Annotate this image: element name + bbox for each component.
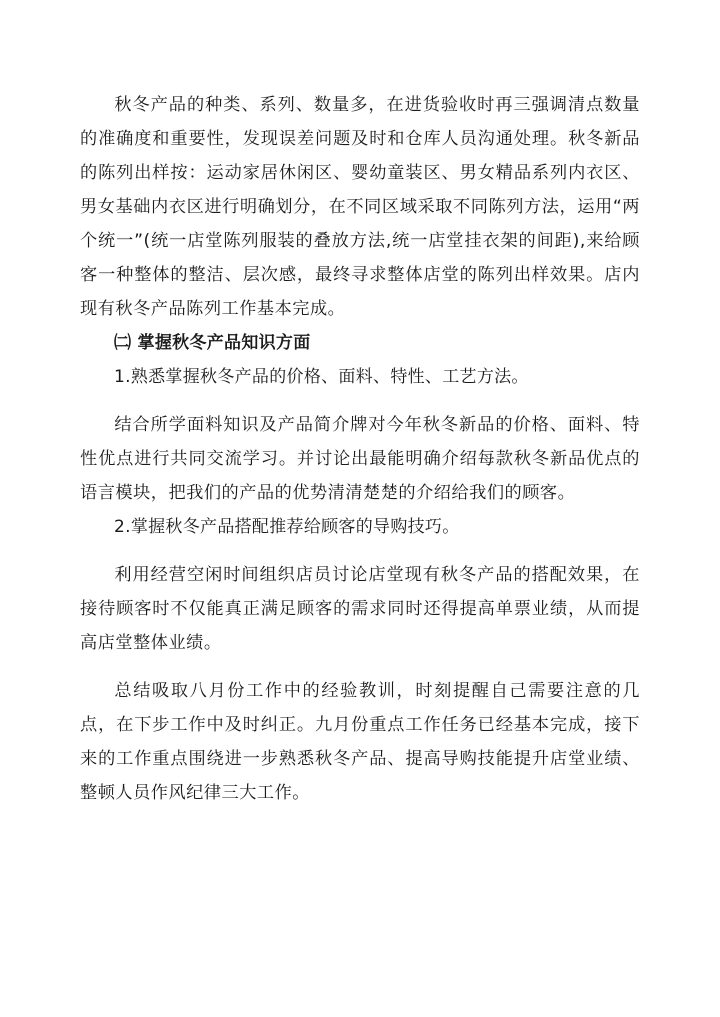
paragraph-display-work: 秋冬产品的种类、系列、数量多，在进货验收时再三强调清点数量的准确度和重要性，发现误差问题及时和仓库人员沟通处理。秋冬新品的陈列出样按：运动家居休闲区、婴幼童装区、男女精品系列内衣区、男女基础内衣区进行明确划分，在不同区域采取不同陈列方法，运用“两个统一”(统一店堂陈列服装的叠放方法,统一店堂挂衣架的间距),来给顾客一种整体的整洁、层次感，最终寻求整体店堂的陈列出样效果。店内现有秋冬产品陈列工作基本完成。 (80, 95, 640, 319)
list-item-1: 1.熟悉掌握秋冬产品的价格、面料、特性、工艺方法。 (114, 367, 529, 387)
paragraph-summary: 总结吸取八月份工作中的经验教训，时刻提醒自己需要注意的几点，在下步工作中及时纠正。九月份重点工作任务已经基本完成，接下来的工作重点围绕进一步熟悉秋冬产品、提高导购技能提升店堂业绩、整顿人员作风纪律三大工作。 (80, 681, 640, 803)
paragraph-knowledge-study: 结合所学面料知识及产品简介牌对今年秋冬新品的价格、面料、特性优点进行共同交流学习。并讨论出最能明确介绍每款秋冬新品优点的语言模块，把我们的产品的优势清清楚楚的介绍给我们的顾客。 (80, 415, 640, 503)
list-item-2: 2.掌握秋冬产品搭配推荐给顾客的导购技巧。 (114, 517, 460, 537)
paragraph-matching-skills: 利用经营空闲时间组织店员讨论店堂现有秋冬产品的搭配效果，在接待顾客时不仅能真正满足顾客的需求同时还得提高单票业绩，从而提高店堂整体业绩。 (80, 565, 640, 653)
section-heading-product-knowledge: ㈡ 掌握秋冬产品知识方面 (114, 333, 311, 353)
document-page (80, 88, 640, 810)
